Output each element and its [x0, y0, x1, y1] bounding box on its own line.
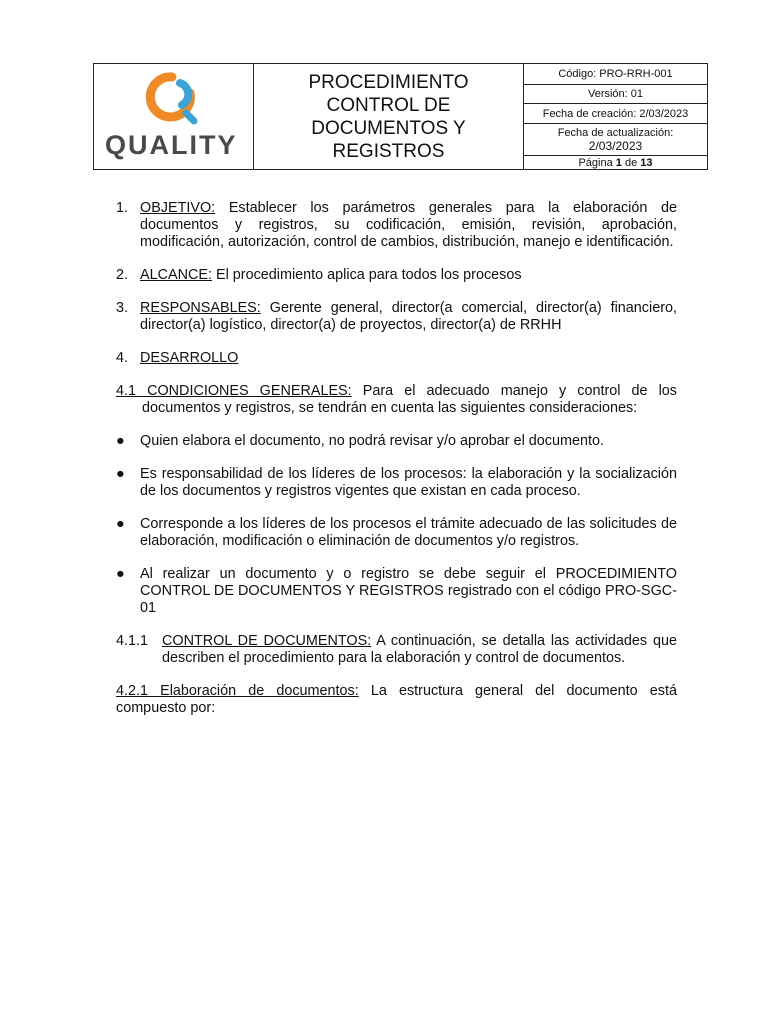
quality-logo-icon — [144, 71, 200, 127]
section-text: Gerente general, director(a comercial, director(a) financiero, director(a) logístico, director(a) de proyectos, director(a) de RRHH — [140, 300, 677, 333]
bullet-item — [116, 516, 677, 550]
title-line: CONTROL DE — [326, 94, 451, 116]
fecha-actualizacion-value: 2/03/2023 — [588, 138, 643, 153]
pagina-row — [524, 156, 707, 169]
logo-cell — [94, 64, 254, 169]
fecha-creacion-row: Fecha de creación: 2/03/2023 — [524, 104, 707, 124]
section-heading: ALCANCE: — [140, 267, 212, 283]
fecha-actualizacion-row — [524, 124, 707, 156]
document-title — [254, 64, 524, 169]
version-row: Versión: 01 — [524, 85, 707, 104]
bullet-item — [116, 566, 677, 617]
bullet-icon: ● — [116, 516, 125, 532]
section-number: 1. — [116, 200, 129, 216]
pagina-actual: 1 — [615, 156, 622, 169]
bullet-item — [116, 466, 677, 500]
logo-text: QUALITY — [105, 130, 238, 160]
section-responsables — [116, 300, 677, 334]
section-heading: DESARROLLO — [140, 350, 239, 366]
section-text: A continuación, se detalla las actividades que describen el procedimiento para la elaboración y control de documentos. — [162, 633, 677, 666]
bullet-item — [116, 433, 677, 450]
section-elaboracion-documentos — [116, 683, 677, 717]
section-heading: RESPONSABLES: — [140, 300, 261, 316]
document-body — [116, 200, 677, 733]
fecha-actualizacion-label: Fecha de actualización: — [557, 126, 674, 139]
section-text: Para el adecuado manejo y control de los documentos y registros, se tendrán en cuenta las siguientes consideraciones: — [142, 383, 677, 416]
bullet-icon: ● — [116, 566, 125, 582]
section-number: 4. — [116, 350, 129, 366]
section-heading: 4.2.1 Elaboración de documentos: — [116, 683, 359, 699]
pagina-de: de — [624, 156, 638, 169]
section-control-documentos — [116, 633, 677, 667]
bullet-text: Es responsabilidad de los líderes de los procesos: la elaboración y la socialización de los documentos y registros vigentes que existan en cada proceso. — [140, 466, 677, 499]
bullet-icon: ● — [116, 466, 125, 482]
section-number: 2. — [116, 267, 129, 283]
title-line: PROCEDIMIENTO — [308, 71, 469, 93]
title-line: REGISTROS — [332, 140, 445, 162]
section-desarrollo — [116, 350, 677, 367]
section-condiciones-generales — [116, 383, 677, 417]
title-line: DOCUMENTOS Y — [311, 117, 466, 139]
codigo-row: Código: PRO-RRH-001 — [524, 64, 707, 85]
section-text: Establecer los parámetros generales para la elaboración de documentos y registros, su codificación, emisión, revisión, aprobación, modificación, autorización, control de cambios, distribución, manejo e identificación. — [140, 200, 678, 250]
bullet-icon: ● — [116, 433, 125, 449]
section-text: La estructura general del documento está compuesto por: — [116, 683, 677, 716]
section-objetivo — [116, 200, 677, 251]
section-heading: OBJETIVO: — [140, 200, 216, 216]
metadata-table — [524, 64, 707, 169]
section-heading: CONTROL DE DOCUMENTOS: — [162, 633, 372, 649]
bullet-text: Quien elabora el documento, no podrá revisar y/o aprobar el documento. — [140, 433, 604, 449]
section-number: 3. — [116, 300, 129, 316]
bullet-text: Corresponde a los líderes de los procesos el trámite adecuado de las solicitudes de elaboración, modificación o eliminación de documentos y/o registros. — [140, 516, 677, 549]
section-text: El procedimiento aplica para todos los procesos — [215, 267, 522, 283]
section-heading: 4.1 CONDICIONES GENERALES: — [116, 383, 352, 399]
section-alcance — [116, 267, 677, 284]
pagina-total: 13 — [640, 156, 653, 169]
bullet-text: Al realizar un documento y o registro se debe seguir el PROCEDIMIENTO CONTROL DE DOCUMENTOS Y REGISTROS registrado con el código PRO-SGC-01 — [140, 566, 677, 616]
pagina-label: Página — [578, 156, 613, 169]
document-header — [93, 63, 708, 170]
section-number: 4.1.1 — [116, 633, 149, 649]
